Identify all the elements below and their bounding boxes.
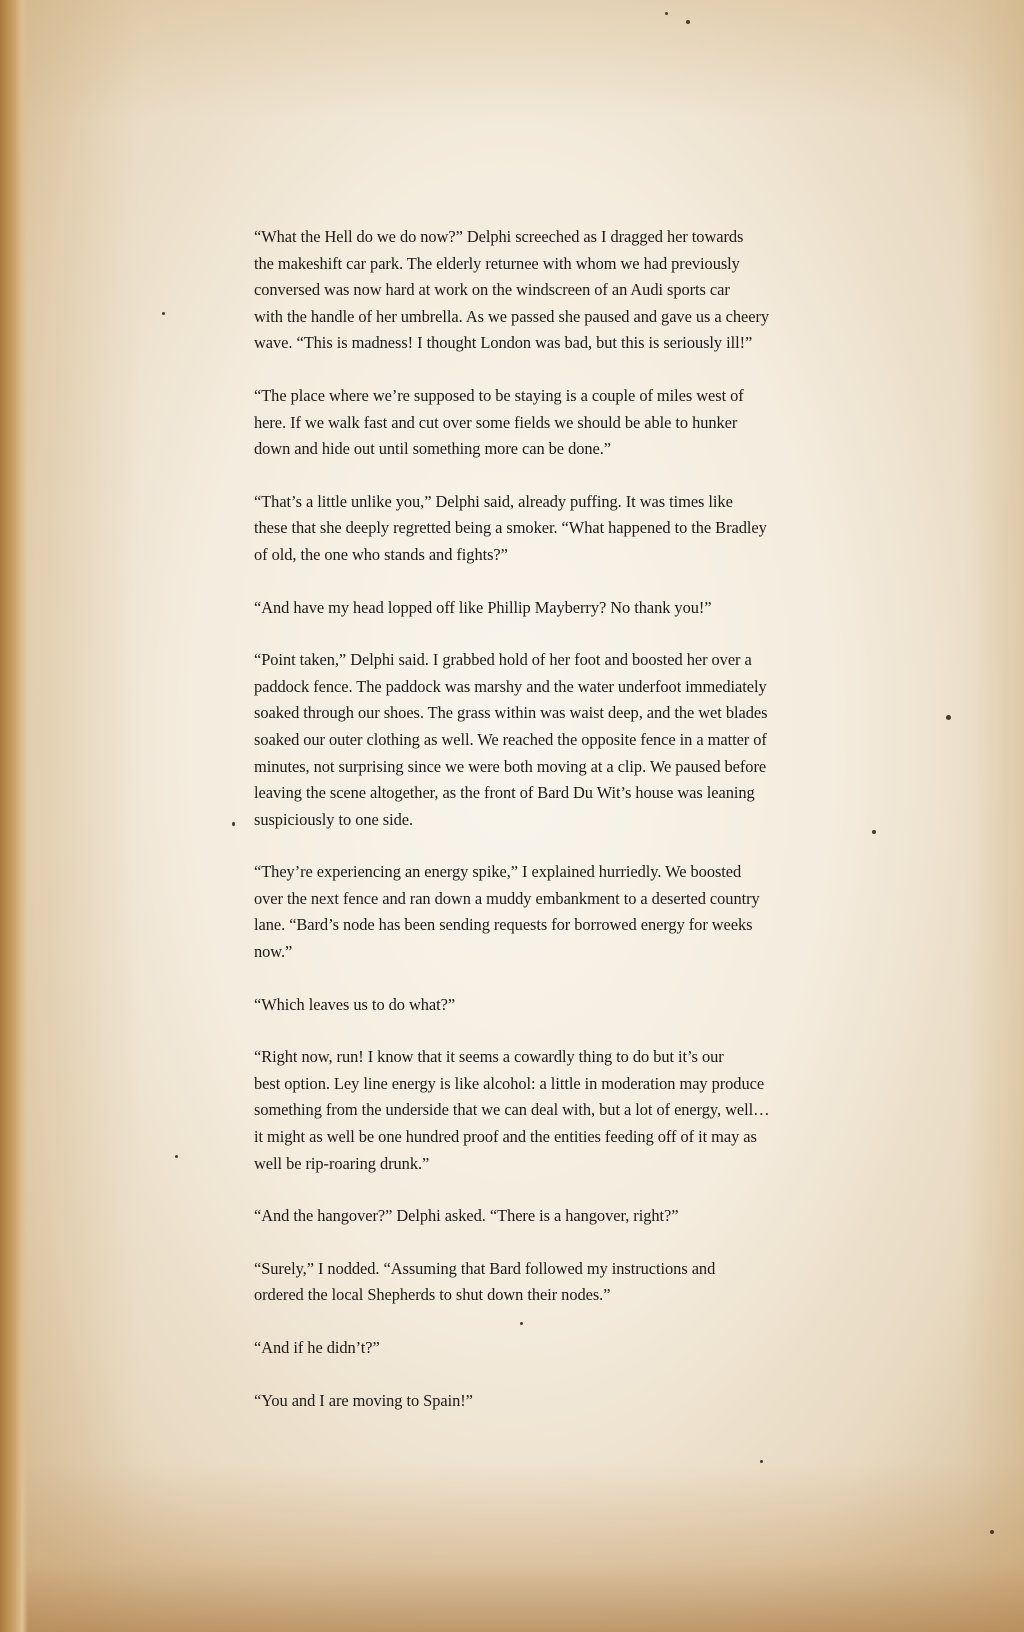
paragraph: “They’re experiencing an energy spike,” I explained hurriedly. We boosted over the next fence and ran down a muddy embankment to a deserted country lane. “Bard’s node has been sending requests for borrowed energy for weeks now.” xyxy=(254,862,760,962)
speck xyxy=(232,822,235,826)
bottom-stain xyxy=(0,1462,1024,1632)
paragraph: “Right now, run! I know that it seems a cowardly thing to do but it’s our best option. Ley line energy is like alcohol: a little in moderation may produce something from the underside that we can deal with, but a lot of energy, well… it might as well be one hundred proof and the entities feeding off of it may as well be rip-roaring drunk.” xyxy=(254,1047,770,1173)
speck xyxy=(946,715,951,720)
left-stain xyxy=(20,0,140,1632)
speck xyxy=(175,1155,178,1158)
paragraph: “Which leaves us to do what?” xyxy=(254,994,456,1014)
paragraph: “You and I are moving to Spain!” xyxy=(254,1390,473,1410)
paragraph: “And if he didn’t?” xyxy=(254,1338,380,1357)
paragraph: “And the hangover?” Delphi asked. “There is a hangover, right?” xyxy=(254,1206,679,1226)
binding-spine xyxy=(0,0,28,1632)
right-stain xyxy=(964,0,1024,1632)
paragraph: “The place where we’re supposed to be staying is a couple of miles west of here. If we walk fast and cut over some fields we should be able to hunker down and hide out until something more can be done.” xyxy=(254,385,744,459)
paragraph: “That’s a little unlike you,” Delphi said, already puffing. It was times like these that she deeply regretted being a smoker. “What happened to the Bradley of old, the one who stands and fights?” xyxy=(254,491,767,564)
paragraph: “And have my head lopped off like Phillip Mayberry? No thank you!” xyxy=(254,597,712,617)
paragraph: “What the Hell do we do now?” Delphi screeched as I dragged her towards the makeshift car park. The elderly returnee with whom we had previously conversed was now hard at work on the windscreen of an Audi sports car with the handle of her umbrella. As we passed she paused and gave us a cheery wave. “This is madness! I thought London was bad, but this is seriously ill!” xyxy=(254,227,770,353)
speck xyxy=(162,312,165,315)
speck xyxy=(872,830,876,834)
speck xyxy=(665,12,668,15)
speck xyxy=(990,1530,994,1534)
story-text xyxy=(254,224,834,1440)
speck xyxy=(760,1460,763,1463)
speck xyxy=(686,20,690,24)
paragraph: “Point taken,” Delphi said. I grabbed hold of her foot and boosted her over a paddock fence. The paddock was marshy and the water underfoot immediately soaked through our shoes. The grass within was waist deep, and the wet blades soaked our outer clothing as well. We reached the opposite fence in a matter of minutes, not surprising since we were both moving at a clip. We paused before leaving the scene altogether, as the front of Bard Du Wit’s house was leaning suspiciously to one side. xyxy=(254,650,768,829)
paragraph: “Surely,” I nodded. “Assuming that Bard followed my instructions and ordered the local Shepherds to shut down their nodes.” xyxy=(254,1258,716,1305)
top-stain xyxy=(0,0,1024,120)
